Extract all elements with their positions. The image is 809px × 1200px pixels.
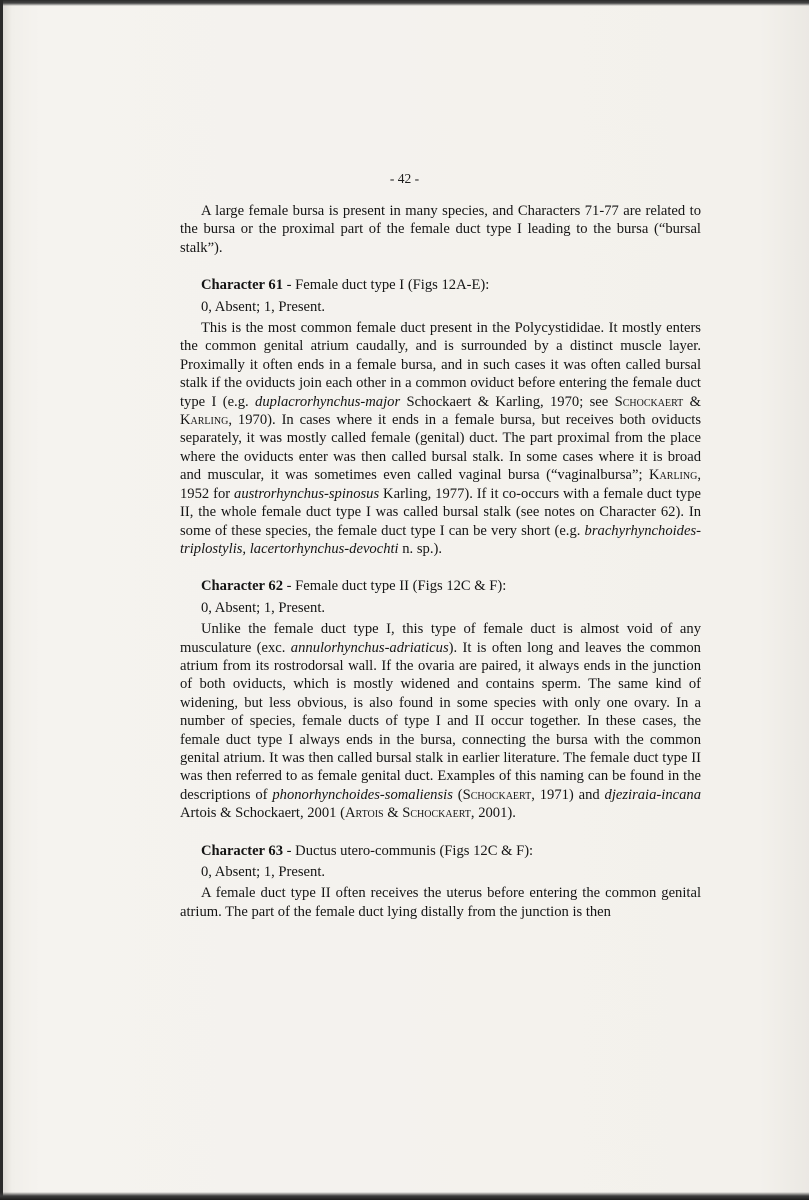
- character-62-description: Unlike the female duct type I, this type of female duct is almost void of any musculature (exc. annulorhynchus-adriaticus). It is often long and leaves the common atrium from its rostrodorsal wall. If the ovaria are paired, it always ends in the junction of both oviducts, which is mostly widened and contains sperm. The same kind of widening, but less obvious, is also found in some species with only one ovary. In a number of species, female ducts of type I and II occur together. In these cases, the female duct type I always ends in the bursa, connecting the bursa with the common genital atrium. It was then called bursal stalk in earlier literature. The female duct type II was then referred to as female genital duct. Examples of this naming can be found in the descriptions of phonorhynchoides-somaliensis (Schockaert, 1971) and djeziraia-incana Artois & Schockaert, 2001 (Artois & Schockaert, 2001).: [180, 621, 701, 822]
- character-63-description: A female duct type II often receives the uterus before entering the common genital atrium. The part of the female duct lying distally from the junction is then: [180, 885, 701, 920]
- character-62-states: 0, Absent; 1, Present.: [201, 599, 326, 616]
- character-61-states: 0, Absent; 1, Present.: [201, 298, 326, 315]
- character-61-description: This is the most common female duct present in the Polycystididae. It mostly enters the common genital atrium caudally, and is surrounded by a distinct muscle layer. Proximally it often ends in a female bursa, and in such cases it was often called bursal stalk if the oviducts join each other in a common oviduct before entering the female duct type I (e.g. duplacrorhynchus-major Schockaert & Karling, 1970; see Schockaert & Karling, 1970). In cases where it ends in a female bursa, but receives both oviducts separately, it was mostly called female (genital) duct. The part proximal from the place where the oviducts enter was then called bursal stalk. In some cases where it is broad and muscular, it was sometimes even called vaginal bursa (“vaginalbursa”; Karling, 1952 for austrorhynchus-spinosus Karling, 1977). If it co-occurs with a female duct type II, the whole female duct type I was called bursal stalk (see notes on Character 62). In some of these species, the female duct type I can be very short (e.g. brachyrhynchoides-triplostylis, lacertorhynchus-devochti n. sp.).: [180, 320, 701, 557]
- character-63-heading: [180, 842, 701, 860]
- character-62-label: Character 62: [201, 578, 283, 595]
- scan-top-edge: [0, 0, 809, 6]
- character-63-states: 0, Absent; 1, Present.: [201, 864, 326, 880]
- character-63-title: - Ductus utero-communis (Figs 12C & F):: [283, 842, 534, 859]
- scan-bottom-edge: [0, 1192, 809, 1200]
- character-63-label: Character 63: [201, 842, 283, 859]
- intro-paragraph: A large female bursa is present in many species, and Characters 71-77 are related to the bursa or the proximal part of the female duct type I leading to the bursa (“bursal stalk”).: [180, 203, 701, 256]
- character-62-title: - Female duct type II (Figs 12C & F):: [283, 578, 507, 595]
- character-62-heading: [180, 577, 701, 595]
- character-61-title: - Female duct type I (Figs 12A-E):: [283, 277, 490, 294]
- body-text: [180, 202, 701, 921]
- character-61-heading: [180, 276, 701, 294]
- page-number: - 42 -: [389, 171, 420, 186]
- character-61-label: Character 61: [201, 277, 283, 294]
